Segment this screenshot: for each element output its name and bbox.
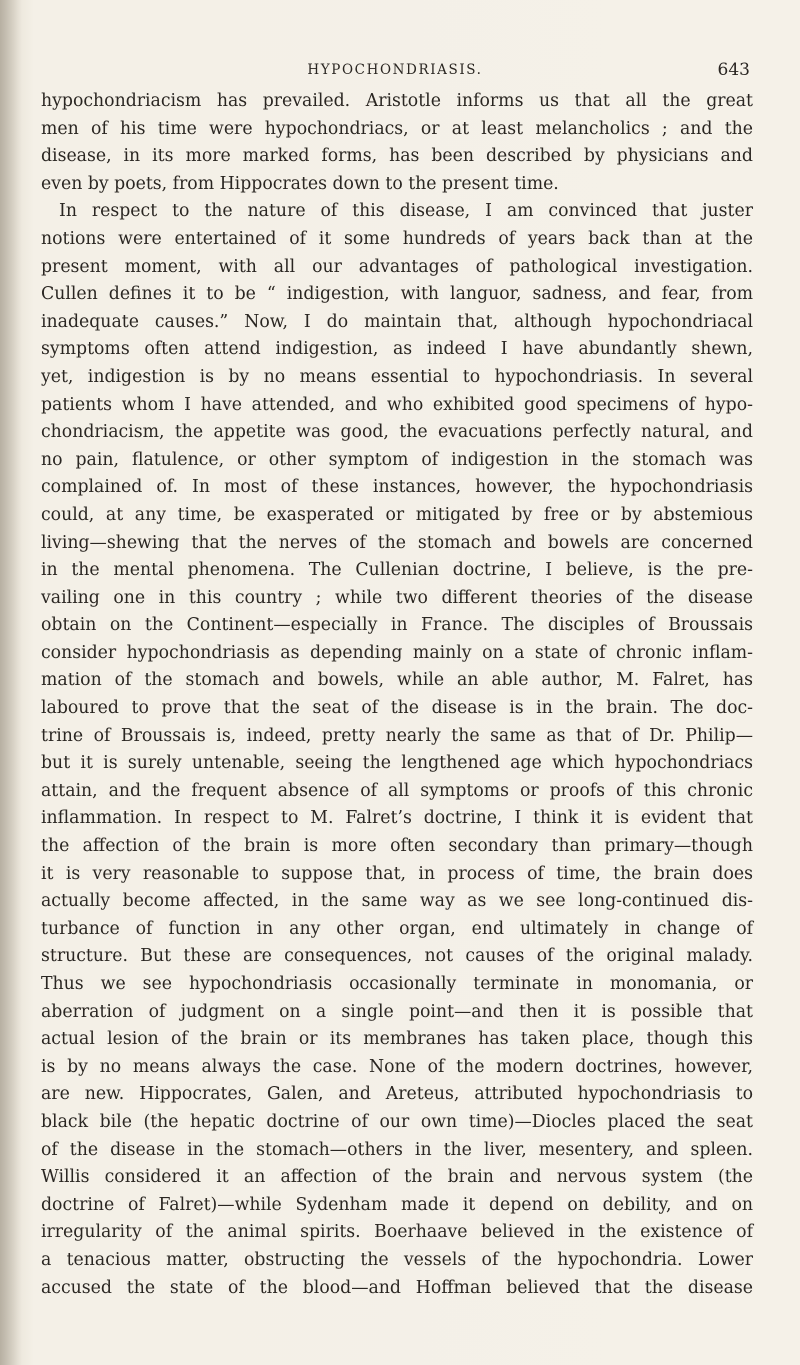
text-line: mation of the stomach and bowels, while an able author, M. Falret, has [41, 670, 753, 691]
text-line: irregularity of the animal spirits. Boerhaave believed in the existence of [41, 1222, 753, 1243]
text-line: complained of. In most of these instances, however, the hypochondriasis [41, 477, 753, 498]
text-line: chondriacism, the appetite was good, the evacuations perfectly natural, and [41, 422, 753, 443]
text-line: present moment, with all our advantages of pathological investigation. [41, 256, 753, 277]
text-line: obtain on the Continent—especially in France. The disciples of Broussais [41, 615, 753, 636]
text-line: inflammation. In respect to M. Falret’s doctrine, I think it is evident that [41, 808, 753, 829]
text-line: Willis considered it an affection of the brain and nervous system (the [41, 1167, 753, 1188]
text-line: of the disease in the stomach—others in the liver, mesentery, and spleen. [41, 1139, 753, 1160]
text-line: trine of Broussais is, indeed, pretty nearly the same as that of Dr. Philip— [41, 725, 753, 746]
text-line: are new. Hippocrates, Galen, and Areteus, attributed hypochondriasis to [41, 1084, 753, 1105]
body-text [41, 88, 753, 1302]
text-line: notions were entertained of it some hundreds of years back than at the [41, 228, 753, 249]
text-line: men of his time were hypochondriacs, or at least melancholics ; and the [41, 118, 753, 139]
text-line: black bile (the hepatic doctrine of our own time)—Diocles placed the seat [41, 1111, 753, 1132]
text-line: patients whom I have attended, and who exhibited good specimens of hypo- [41, 394, 753, 415]
text-line: Cullen defines it to be “ indigestion, with languor, sadness, and fear, from [41, 284, 753, 305]
text-line: symptoms often attend indigestion, as indeed I have abundantly shewn, [41, 339, 753, 360]
text-line: no pain, flatulence, or other symptom of indigestion in the stomach was [41, 449, 753, 470]
text-line: In respect to the nature of this disease, I am convinced that juster [59, 201, 753, 222]
text-line: actual lesion of the brain or its membranes has taken place, though this [41, 1029, 753, 1050]
text-line: hypochondriacism has prevailed. Aristotle informs us that all the great [41, 91, 753, 111]
text-line: is by no means always the case. None of the modern doctrines, however, [41, 1056, 753, 1077]
text-line: disease, in its more marked forms, has been described by physicians and [41, 146, 753, 167]
running-head [40, 60, 750, 82]
text-line: laboured to prove that the seat of the disease is in the brain. The doc- [41, 698, 753, 719]
text-line: aberration of judgment on a single point—and then it is possible that [41, 1001, 753, 1022]
text-line: it is very reasonable to suppose that, in process of time, the brain does [41, 863, 753, 884]
text-line: attain, and the frequent absence of all symptoms or proofs of this chronic [41, 780, 753, 801]
text-line: could, at any time, be exasperated or mitigated by free or by abstemious [41, 504, 753, 525]
text-line: Thus we see hypochondriasis occasionally terminate in monomania, or [41, 974, 753, 994]
running-title: HYPOCHONDRIASIS. [307, 62, 483, 78]
text-line: even by poets, from Hippocrates down to the present time. [41, 173, 559, 194]
text-line: actually become affected, in the same way as we see long-continued dis- [41, 891, 753, 912]
text-line: doctrine of Falret)—while Sydenham made it depend on debility, and on [41, 1194, 753, 1215]
text-line: living—shewing that the nerves of the stomach and bowels are concerned [41, 532, 753, 553]
text-line: turbance of function in any other organ, end ultimately in change of [41, 918, 753, 939]
text-line: inadequate causes.” Now, I do maintain that, although hypochondriacal [41, 311, 753, 332]
text-line: a tenacious matter, obstructing the vessels of the hypochondria. Lower [41, 1249, 753, 1270]
page-number: 643 [717, 60, 750, 80]
text-line: consider hypochondriasis as depending mainly on a state of chronic inflam- [41, 642, 753, 663]
text-line: vailing one in this country ; while two different theories of the disease [41, 587, 753, 608]
text-line: the affection of the brain is more often secondary than primary—though [41, 836, 753, 857]
text-line: structure. But these are consequences, not causes of the original malady. [41, 946, 753, 967]
text-line: but it is surely untenable, seeing the lengthened age which hypochondriacs [41, 753, 753, 774]
text-line: in the mental phenomena. The Cullenian doctrine, I believe, is the pre- [41, 560, 753, 581]
text-line: accused the state of the blood—and Hoffman believed that the disease [41, 1277, 753, 1298]
text-line: yet, indigestion is by no means essential to hypochondriasis. In several [41, 366, 753, 387]
gutter-shadow [0, 0, 22, 1365]
